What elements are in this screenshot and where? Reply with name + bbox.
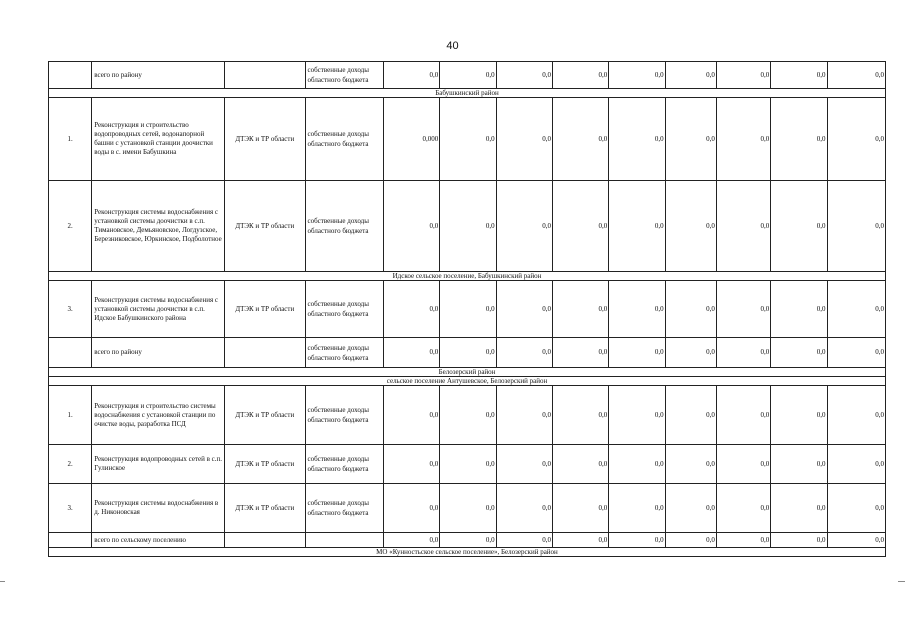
object-name: всего по сельскому поселению (92, 533, 225, 548)
amount-cell: 0,0 (609, 445, 665, 484)
row-number (49, 338, 92, 368)
amount-cell: 0,0 (609, 181, 665, 272)
amount-cell: 0,0 (496, 62, 552, 89)
amount-cell: 0,0 (665, 181, 716, 272)
object-name: всего по району (92, 338, 225, 368)
amount-cell: 0,0 (827, 484, 885, 533)
amount-cell: 0,0 (496, 338, 552, 368)
amount-cell: 0,0 (496, 181, 552, 272)
table-row (49, 338, 886, 368)
amount-cell: 0,0 (496, 484, 552, 533)
funding-source: собственные доходы областного бюджета (305, 281, 383, 338)
section-header-row (49, 89, 886, 98)
amount-cell: 0,0 (827, 281, 885, 338)
funding-source: собственные доходы областного бюджета (305, 386, 383, 445)
scan-mark (0, 581, 5, 582)
amount-cell: 0,0 (771, 281, 827, 338)
object-name: всего по району (92, 62, 225, 89)
amount-cell: 0,0 (771, 338, 827, 368)
amount-cell: 0,0 (771, 484, 827, 533)
table-row (49, 445, 886, 484)
amount-cell: 0,0 (440, 533, 496, 548)
funding-source: собственные доходы областного бюджета (305, 445, 383, 484)
funding-source: собственные доходы областного бюджета (305, 484, 383, 533)
amount-cell: 0,0 (716, 62, 770, 89)
amount-cell: 0,0 (716, 281, 770, 338)
amount-cell: 0,0 (827, 98, 885, 181)
amount-cell: 0,0 (552, 484, 608, 533)
object-name: Реконструкция системы водоснабжения в д. Никоновская (92, 484, 225, 533)
amount-cell: 0,0 (383, 484, 439, 533)
row-number: 3. (49, 484, 92, 533)
amount-cell: 0,0 (609, 386, 665, 445)
row-number: 3. (49, 281, 92, 338)
object-name: Реконструкция водопроводных сетей в с.п. Гулинское (92, 445, 225, 484)
section-header: Бабушкинский район (49, 89, 886, 98)
amount-cell: 0,0 (665, 445, 716, 484)
section-header: Идское сельское поселение, Бабушкинский район (49, 272, 886, 281)
budget-table (48, 61, 886, 557)
amount-cell: 0,0 (383, 445, 439, 484)
amount-cell: 0,0 (496, 98, 552, 181)
amount-cell: 0,0 (383, 62, 439, 89)
responsible-executor (225, 62, 305, 89)
amount-cell: 0,0 (716, 181, 770, 272)
amount-cell: 0,0 (440, 386, 496, 445)
amount-cell: 0,0 (440, 281, 496, 338)
amount-cell: 0,0 (440, 338, 496, 368)
amount-cell: 0,0 (552, 62, 608, 89)
amount-cell: 0,0 (440, 445, 496, 484)
amount-cell: 0,0 (665, 62, 716, 89)
amount-cell: 0,0 (771, 533, 827, 548)
amount-cell: 0,0 (665, 98, 716, 181)
funding-source: собственные доходы областного бюджета (305, 98, 383, 181)
amount-cell: 0,0 (609, 62, 665, 89)
responsible-executor: ДТЭК и ТР области (225, 98, 305, 181)
amount-cell: 0,0 (440, 62, 496, 89)
object-name: Реконструкция и строительство водопроводных сетей, водонапорной башни с установкой станции доочистки воды в с. имени Бабушкина (92, 98, 225, 181)
amount-cell: 0,0 (827, 445, 885, 484)
funding-source: собственные доходы областного бюджета (305, 181, 383, 272)
responsible-executor (225, 533, 305, 548)
amount-cell: 0,0 (496, 386, 552, 445)
section-header: сельское поселение Антушевское, Белозерский район (49, 377, 886, 386)
amount-cell: 0,0 (771, 445, 827, 484)
table-row (49, 533, 886, 548)
amount-cell: 0,0 (716, 386, 770, 445)
amount-cell: 0,0 (496, 533, 552, 548)
section-header-row (49, 377, 886, 386)
amount-cell: 0,000 (383, 98, 439, 181)
amount-cell: 0,0 (827, 386, 885, 445)
amount-cell: 0,0 (440, 484, 496, 533)
amount-cell: 0,0 (383, 386, 439, 445)
funding-source (305, 533, 383, 548)
amount-cell: 0,0 (827, 533, 885, 548)
amount-cell: 0,0 (609, 281, 665, 338)
amount-cell: 0,0 (771, 386, 827, 445)
object-name: Реконструкция системы водоснабжения с установкой системы доочистки в с.п. Тимановское, Демьяновское, Логдузское, Березниковское, Юркинское, Подболотное (92, 181, 225, 272)
row-number: 2. (49, 181, 92, 272)
section-header-row (49, 272, 886, 281)
amount-cell: 0,0 (383, 533, 439, 548)
amount-cell: 0,0 (496, 445, 552, 484)
amount-cell: 0,0 (665, 338, 716, 368)
amount-cell: 0,0 (440, 98, 496, 181)
row-number (49, 533, 92, 548)
amount-cell: 0,0 (552, 281, 608, 338)
amount-cell: 0,0 (552, 445, 608, 484)
amount-cell: 0,0 (827, 338, 885, 368)
amount-cell: 0,0 (771, 62, 827, 89)
amount-cell: 0,0 (609, 338, 665, 368)
amount-cell: 0,0 (383, 281, 439, 338)
amount-cell: 0,0 (496, 281, 552, 338)
amount-cell: 0,0 (716, 98, 770, 181)
object-name: Реконструкция и строительство системы водоснабжения с установкой станции по очистке воды, разработка ПСД (92, 386, 225, 445)
amount-cell: 0,0 (665, 533, 716, 548)
amount-cell: 0,0 (552, 386, 608, 445)
amount-cell: 0,0 (552, 181, 608, 272)
table-row (49, 98, 886, 181)
amount-cell: 0,0 (609, 484, 665, 533)
table-body (49, 62, 886, 557)
section-header-row (49, 548, 886, 557)
table-row (49, 281, 886, 338)
funding-source: собственные доходы областного бюджета (305, 338, 383, 368)
amount-cell: 0,0 (771, 181, 827, 272)
amount-cell: 0,0 (383, 181, 439, 272)
amount-cell: 0,0 (827, 181, 885, 272)
amount-cell: 0,0 (665, 386, 716, 445)
section-header: МО «Кунностьское сельское поселение», Белозерский район (49, 548, 886, 557)
table-row (49, 62, 886, 89)
section-header: Белозерский район (49, 368, 886, 377)
amount-cell: 0,0 (716, 338, 770, 368)
row-number: 1. (49, 98, 92, 181)
amount-cell: 0,0 (716, 484, 770, 533)
row-number: 1. (49, 386, 92, 445)
amount-cell: 0,0 (552, 533, 608, 548)
responsible-executor: ДТЭК и ТР области (225, 386, 305, 445)
object-name: Реконструкция системы водоснабжения с установкой системы доочистки в с.п. Идское Бабушкинского района (92, 281, 225, 338)
row-number: 2. (49, 445, 92, 484)
amount-cell: 0,0 (716, 445, 770, 484)
responsible-executor: ДТЭК и ТР области (225, 281, 305, 338)
section-header-row (49, 368, 886, 377)
responsible-executor: ДТЭК и ТР области (225, 445, 305, 484)
amount-cell: 0,0 (609, 98, 665, 181)
scan-mark (898, 581, 905, 582)
row-number (49, 62, 92, 89)
amount-cell: 0,0 (716, 533, 770, 548)
responsible-executor (225, 338, 305, 368)
table-row (49, 484, 886, 533)
amount-cell: 0,0 (552, 338, 608, 368)
amount-cell: 0,0 (827, 62, 885, 89)
amount-cell: 0,0 (440, 181, 496, 272)
responsible-executor: ДТЭК и ТР области (225, 181, 305, 272)
responsible-executor: ДТЭК и ТР области (225, 484, 305, 533)
funding-source: собственные доходы областного бюджета (305, 62, 383, 89)
amount-cell: 0,0 (771, 98, 827, 181)
page-number: 40 (446, 40, 459, 52)
amount-cell: 0,0 (665, 484, 716, 533)
amount-cell: 0,0 (609, 533, 665, 548)
amount-cell: 0,0 (383, 338, 439, 368)
amount-cell: 0,0 (552, 98, 608, 181)
table-row (49, 181, 886, 272)
table-row (49, 386, 886, 445)
amount-cell: 0,0 (665, 281, 716, 338)
